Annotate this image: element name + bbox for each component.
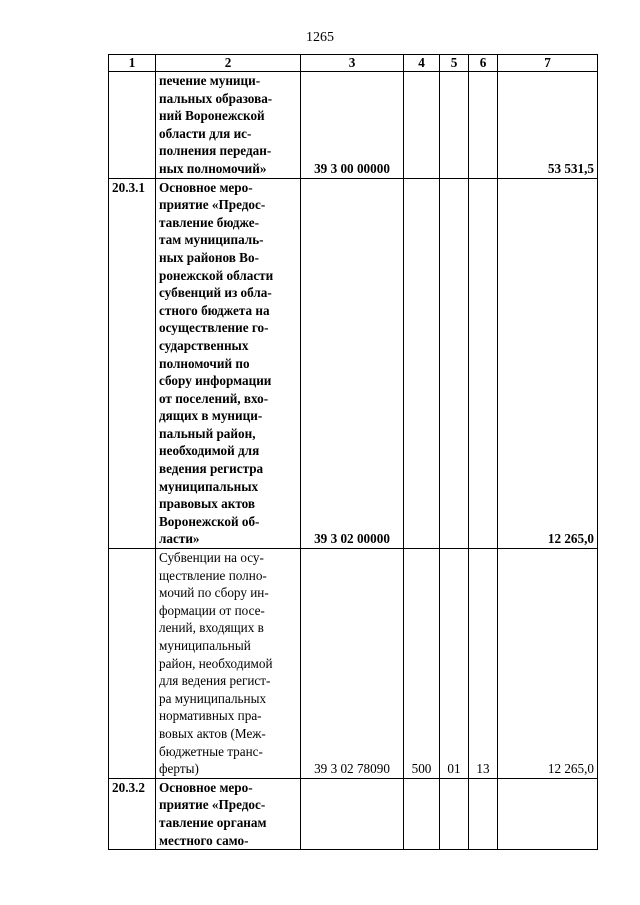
row-code: 39 3 02 00000	[301, 178, 404, 548]
row-col6	[469, 778, 498, 849]
row-number: 20.3.2	[109, 778, 156, 849]
budget-table	[108, 54, 598, 850]
table-row	[109, 178, 598, 548]
table-row	[109, 72, 598, 179]
row-col6	[469, 72, 498, 179]
row-code: 39 3 02 78090	[301, 549, 404, 779]
row-name: Субвенции на осу- ществление полно- мочий по сбору ин- формации от посе- лений, входящих в муниципальный район, необходимой для ведения регист- ра муниципальных нормативных пра- вовых актов (Меж- бюджетные транс- ферты)	[156, 549, 301, 779]
row-amount: 12 265,0	[498, 549, 598, 779]
row-name: Основное меро- приятие «Предос- тавление органам местного само-	[156, 778, 301, 849]
row-col4	[404, 178, 440, 548]
column-header: 6	[469, 55, 498, 72]
row-code	[301, 778, 404, 849]
table-row	[109, 778, 598, 849]
row-code: 39 3 00 00000	[301, 72, 404, 179]
row-number	[109, 549, 156, 779]
column-header: 7	[498, 55, 598, 72]
row-name: печение муници- пальных образова- ний Воронежской области для ис- полнения передан- ных полномочий»	[156, 72, 301, 179]
row-col6: 13	[469, 549, 498, 779]
table-header-row	[109, 55, 598, 72]
column-header: 4	[404, 55, 440, 72]
table-row	[109, 549, 598, 779]
row-name: Основное меро- приятие «Предос- тавление бюдже- там муниципаль- ных районов Во- ронежской области субвенций из обла- стного бюджета на осуществление го- сударственных полномочий по сбору информации от поселений, вхо- дящих в муници- пальный район, необходимой для ведения регистра муниципальных правовых актов Воронежской об- ласти»	[156, 178, 301, 548]
row-col6	[469, 178, 498, 548]
column-header: 1	[109, 55, 156, 72]
row-amount: 12 265,0	[498, 178, 598, 548]
row-col5	[440, 72, 469, 179]
column-header: 5	[440, 55, 469, 72]
column-header: 2	[156, 55, 301, 72]
row-col5: 01	[440, 549, 469, 779]
row-col5	[440, 178, 469, 548]
row-amount	[498, 778, 598, 849]
row-number	[109, 72, 156, 179]
row-col4	[404, 778, 440, 849]
row-col5	[440, 778, 469, 849]
row-amount: 53 531,5	[498, 72, 598, 179]
row-col4	[404, 72, 440, 179]
column-header: 3	[301, 55, 404, 72]
row-col4: 500	[404, 549, 440, 779]
row-number: 20.3.1	[109, 178, 156, 548]
page-number: 1265	[306, 30, 334, 45]
